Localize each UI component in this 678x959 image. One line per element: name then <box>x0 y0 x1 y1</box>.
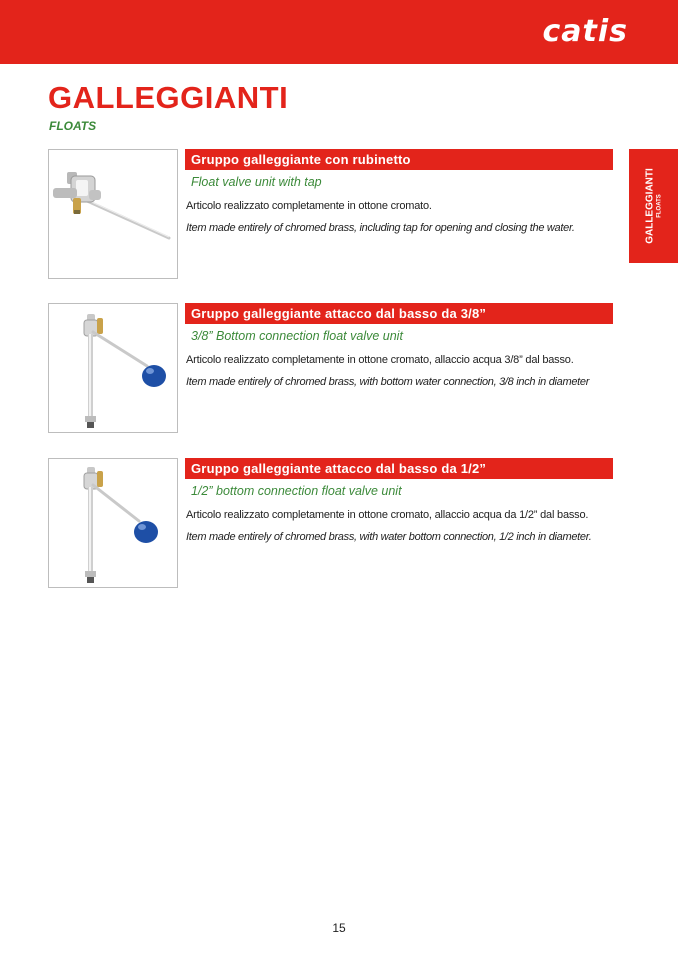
product-subtitle-2: 3/8” Bottom connection float valve unit <box>191 329 403 343</box>
page-number: 15 <box>332 921 346 935</box>
product-description-it-3: Articolo realizzato completamente in ottone cromato, allaccio acqua da 1/2” dal basso. <box>186 509 589 521</box>
product-description-it-2: Articolo realizzato completamente in ottone cromato, allaccio acqua 3/8” dal basso. <box>186 354 574 366</box>
brand-logo[interactable]: catis <box>542 14 628 49</box>
product-image-float-valve-1-2[interactable] <box>48 458 178 588</box>
product-subtitle-1: Float valve unit with tap <box>191 175 322 189</box>
product-card-1 <box>48 149 618 279</box>
product-card-2 <box>48 303 618 433</box>
section-side-tab[interactable] <box>629 149 678 263</box>
product-description-it-1: Articolo realizzato completamente in ottone cromato. <box>186 200 432 212</box>
product-image-float-valve-3-8[interactable] <box>48 303 178 433</box>
header-bar <box>0 0 678 64</box>
product-description-en-1: Item made entirely of chromed brass, including tap for opening and closing the water. <box>186 222 575 234</box>
product-description-en-3: Item made entirely of chromed brass, with water bottom connection, 1/2 inch in diameter. <box>186 531 592 543</box>
product-subtitle-3: 1/2” bottom connection float valve unit <box>191 484 402 498</box>
product-image-float-valve-with-tap[interactable] <box>48 149 178 279</box>
side-tab-subtitle: FLOATS <box>656 194 662 218</box>
product-title-1: Gruppo galleggiante con rubinetto <box>185 149 613 170</box>
product-title-3: Gruppo galleggiante attacco dal basso da 1/2” <box>185 458 613 479</box>
page-subtitle: FLOATS <box>49 119 97 133</box>
product-card-3 <box>48 458 618 588</box>
product-description-en-2: Item made entirely of chromed brass, with bottom water connection, 3/8 inch in diameter <box>186 376 590 388</box>
page-title: GALLEGGIANTI <box>48 80 289 115</box>
product-title-2: Gruppo galleggiante attacco dal basso da 3/8” <box>185 303 613 324</box>
side-tab-title: GALLEGGIANTI <box>644 168 655 244</box>
